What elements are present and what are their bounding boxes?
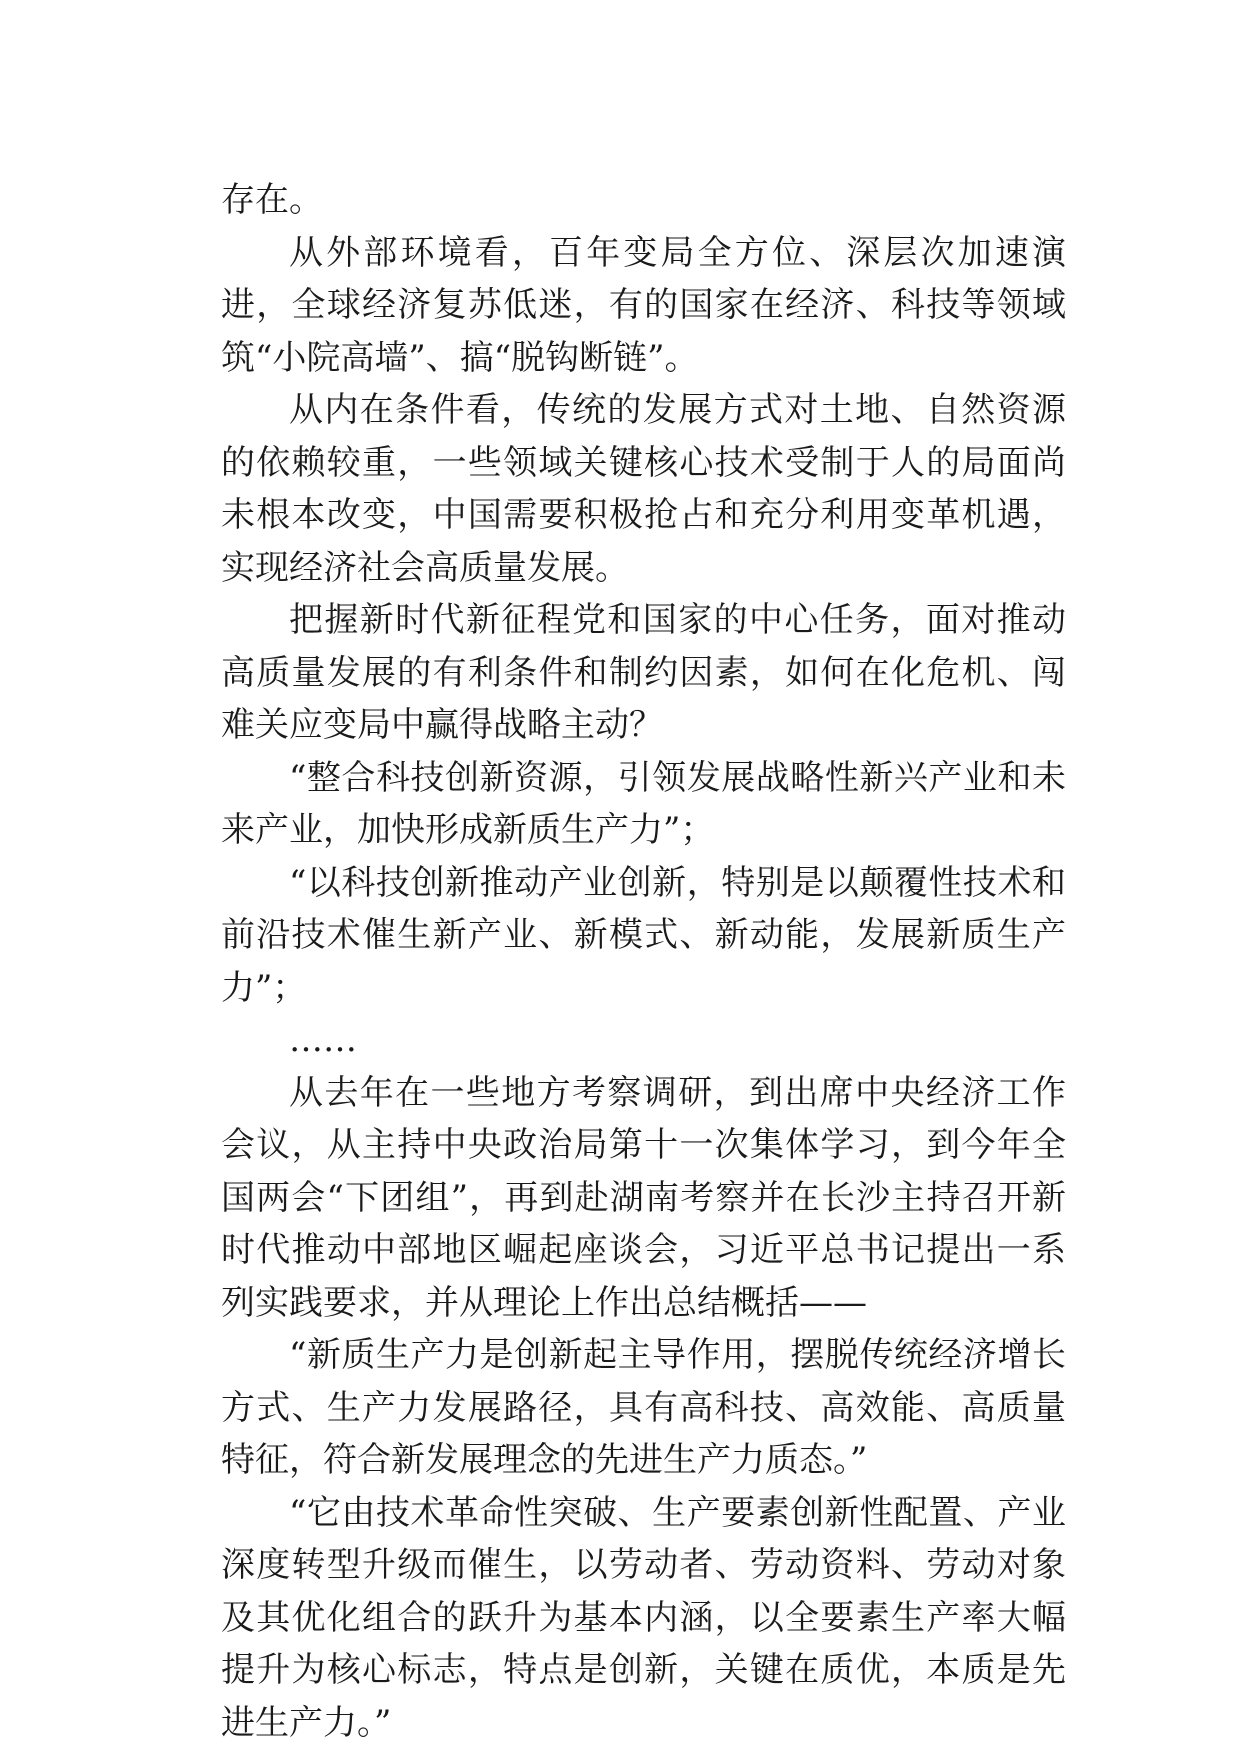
paragraph-inspections-summary: 从去年在一些地方考察调研，到出席中央经济工作会议，从主持中央政治局第十一次集体学习，到今年全国两会“下团组”，再到赴湖南考察并在长沙主持召开新时代推动中部地区崛起座谈会，习近平总书记提出一系列实践要求，并从理论上作出总结概括——: [221, 1072, 1066, 1323]
paragraph-ellipsis: ……: [289, 1020, 357, 1060]
body-text: [221, 174, 1066, 1749]
paragraph-central-task-question: 把握新时代新征程党和国家的中心任务，面对推动高质量发展的有利条件和制约因素，如何在化危机、闯难关应变局中赢得战略主动？: [221, 600, 1066, 745]
paragraph-quote-definition: “新质生产力是创新起主导作用，摆脱传统经济增长方式、生产力发展路径，具有高科技、高效能、高质量特征，符合新发展理念的先进生产力质态。”: [221, 1335, 1066, 1480]
paragraph-external-environment: 从外部环境看，百年变局全方位、深层次加速演进，全球经济复苏低迷，有的国家在经济、科技等领域筑“小院高墙”、搞“脱钩断链”。: [221, 232, 1066, 378]
paragraph-continuation: 存在。: [221, 180, 323, 220]
paragraph-quote-tech-innovation: “以科技创新推动产业创新，特别是以颠覆性技术和前沿技术催生新产业、新模式、新动能，发展新质生产力”；: [221, 862, 1066, 1008]
paragraph-internal-conditions: 从内在条件看，传统的发展方式对土地、自然资源的依赖较重，一些领域关键核心技术受制于人的局面尚未根本改变，中国需要积极抢占和充分利用变革机遇，实现经济社会高质量发展。: [221, 390, 1066, 588]
paragraph-quote-integrate-resources: “整合科技创新资源，引领发展战略性新兴产业和未来产业，加快形成新质生产力”；: [221, 757, 1066, 850]
paragraph-quote-characteristics: “它由技术革命性突破、生产要素创新性配置、产业深度转型升级而催生，以劳动者、劳动资料、劳动对象及其优化组合的跃升为基本内涵，以全要素生产率大幅提升为核心标志，特点是创新，关键在质优，本质是先进生产力。”: [221, 1492, 1066, 1743]
